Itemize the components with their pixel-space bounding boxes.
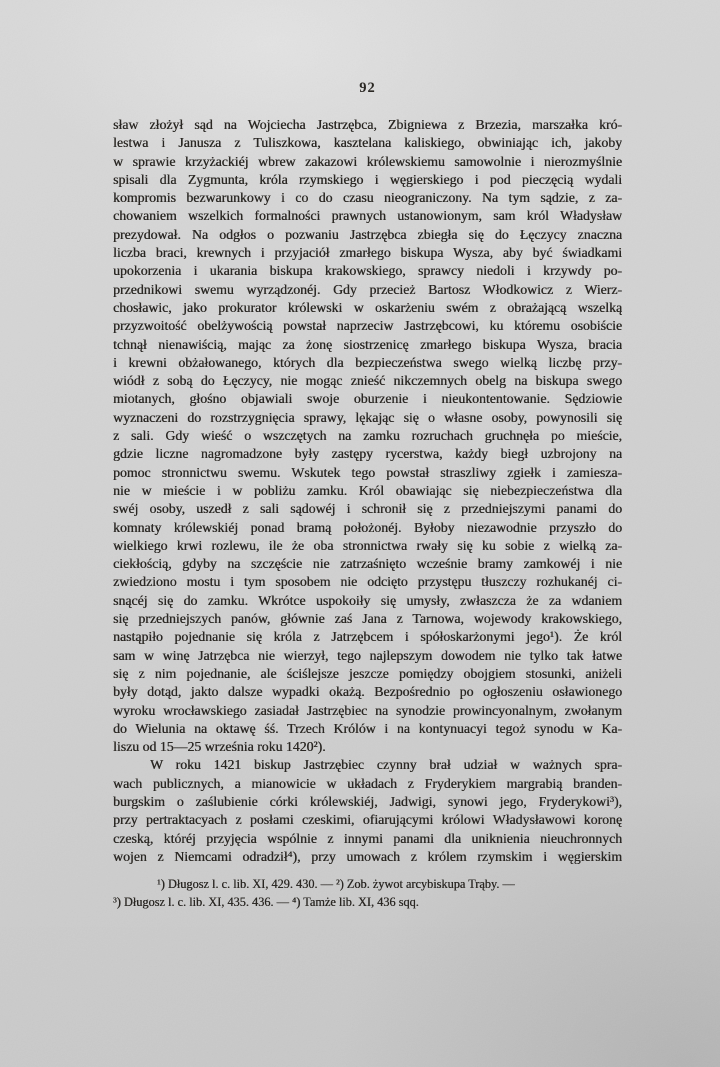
text-line: snącéj się do zamku. Wkrótce uspokoiły się umysły, zwłaszcza że za wdaniem [113, 592, 622, 608]
text-line: przednikowi swemu wyrządzonéj. Gdy przecież Bartosz Włodkowicz z Wierz- [113, 281, 622, 297]
text-line: zwiedziono mostu i tym sposobem nie odcięto przystępu tłuszczy rozhukanéj ci- [113, 574, 622, 590]
text-line: przyzwoitość obelżywością powstał naprzeciw Jastrzębcowi, ku któremu osobiście [113, 318, 622, 334]
text-line: sam w winę Jatrzębca nie wierzył, tego najlepszym dowodem nie tylko tak łatwe [113, 647, 622, 663]
text-line: nie w mieście i w pobliżu zamku. Król obawiając się niebezpieczeństwa dla [113, 482, 622, 498]
text-line: upokorzenia i ukarania biskupa krakowskiego, sprawcy niedoli i krzywdy po- [113, 263, 622, 279]
text-line: wiódł z sobą do Łęczycy, nie mogąc znieść nikczemnych obelg na biskupa swego [113, 373, 622, 389]
text-line: do Wielunia na oktawę śś. Trzech Królów i na kontynuacyi tegoż synodu w Ka- [113, 720, 622, 736]
text-line: tchnął nienawiścią, mając za żonę siostrzenicę zmarłego biskupa Wysza, bracia [113, 336, 622, 352]
text-line: komnaty królewskiéj ponad bramą położonéj. Byłoby niezawodnie przyszło do [113, 519, 622, 535]
text-line: W roku 1421 biskup Jastrzębiec czynny brał udział w ważnych spra- [150, 757, 622, 773]
text-line: się z nim pojednanie, ale ściślejsze jeszcze pomiędzy obojgiem stosunki, aniżeli [113, 665, 622, 681]
text-line: liszu od 15—25 września roku 1420²). [113, 739, 326, 755]
text-line: nastąpiło pojednanie się króla z Jatrzębcem i spółoskarżonymi jego¹). Że król [113, 629, 622, 645]
footnote-line: ³) Długosz l. c. lib. XI, 435. 436. — ⁴) Tamże lib. XI, 436 sqq. [113, 894, 419, 909]
footnote-block [113, 876, 622, 911]
text-line: prezydował. Na odgłos o pozwaniu Jastrzębca zbiegła się do Łęczycy znaczna [113, 226, 622, 242]
footnote-line: ¹) Długosz l. c. lib. XI, 429. 430. — ²) Zob. żywot arcybiskupa Trąby. — [157, 877, 515, 891]
text-line: gdzie liczne nagromadzone były zastępy rycerstwa, każdy biegł uzbrojony na [113, 446, 622, 462]
text-line: wielkiego krwi rozlewu, ile że oba stronnictwa rwały się ku sobie z wielką za- [113, 537, 622, 553]
text-line: wyznaczeni do rozstrzygnięcia sprawy, lękając się o własne osoby, powynosili się [113, 409, 622, 425]
text-line: spisali dla Zygmunta, króla rzymskiego i węgierskiego i pod pieczęcią wydali [113, 171, 622, 187]
text-line: liczba braci, krewnych i przyjaciół zmarłego biskupa Wysza, aby być świadkami [113, 245, 622, 261]
text-line: swéj osoby, uszedł z sali sądowéj i schronił się z przedniejszymi panami do [113, 501, 622, 517]
text-line: wach publicznych, a mianowicie w układach z Fryderykiem margrabią branden- [113, 775, 622, 791]
text-line: pomoc stronnictwu swemu. Wskutek tego powstał straszliwy zgiełk i zamiesza- [113, 464, 622, 480]
text-line: wojen z Niemcami odradził⁴), przy umowach z królem rzymskim i węgierskim [113, 848, 622, 864]
text-line: i krewni obżałowanego, których dla bezpieczeństwa swego wielką liczbę przy- [113, 354, 622, 370]
page-number: 92 [359, 80, 376, 96]
text-line: burgskim o zaślubienie córki królewskiéj, Jadwigi, synowi jego, Fryderykowi³), [113, 793, 622, 809]
text-line: sław złożył sąd na Wojciecha Jastrzębca, Zbigniewa z Brzezia, marszałka kró- [113, 117, 622, 132]
text-line: chosławic, jako prokurator królewski w oskarżeniu swém z obrażającą wszelką [113, 299, 622, 315]
text-line: z sali. Gdy wieść o wszczętych na zamku rozruchach gruchnęła po mieście, [113, 428, 622, 444]
text-line: wyroku wrocławskiego zasiadał Jastrzębiec na synodzie prowincyonalnym, zwołanym [113, 702, 622, 718]
text-line: czeską, któréj przyjęcia wspólnie z innymi panami dla uniknienia nieuchronnych [113, 830, 622, 846]
text-line: chowaniem wszelkich formalności prawnych ustanowionym, sam król Władysław [113, 208, 622, 224]
text-line: w sprawie krzyżackiéj wbrew zakazowi królewskiemu samowolnie i nierozmyślnie [113, 153, 622, 169]
text-line: ciekłością, gdyby na szczęście nie zatrzaśnięto wcześnie bramy zamkowéj i nie [113, 556, 622, 572]
text-line: się przedniejszych panów, głównie zaś Jana z Tarnowa, wojewody krakowskiego, [113, 611, 622, 627]
text-line: lestwa i Janusza z Tuliszkowa, kasztelana kaliskiego, obwiniając ich, jakoby [113, 135, 622, 151]
text-line: były dotąd, jakto dalsze wypadki okażą. Bezpośrednio po ogłoszeniu osławionego [113, 684, 622, 700]
body-text [113, 116, 622, 866]
text-line: kompromis bezwarunkowy i co do czasu nieograniczony. Na tym sądzie, z za- [113, 190, 622, 206]
paragraphs [113, 116, 622, 866]
text-line: przy pertraktacyach z posłami czeskimi, ofiarującymi królowi Władysławowi koronę [113, 812, 622, 828]
paragraph [113, 756, 622, 866]
paragraph [113, 116, 622, 756]
text-line: miotanych, głośno objawiali swoje oburzenie i nieukontentowanie. Sędziowie [113, 391, 622, 407]
